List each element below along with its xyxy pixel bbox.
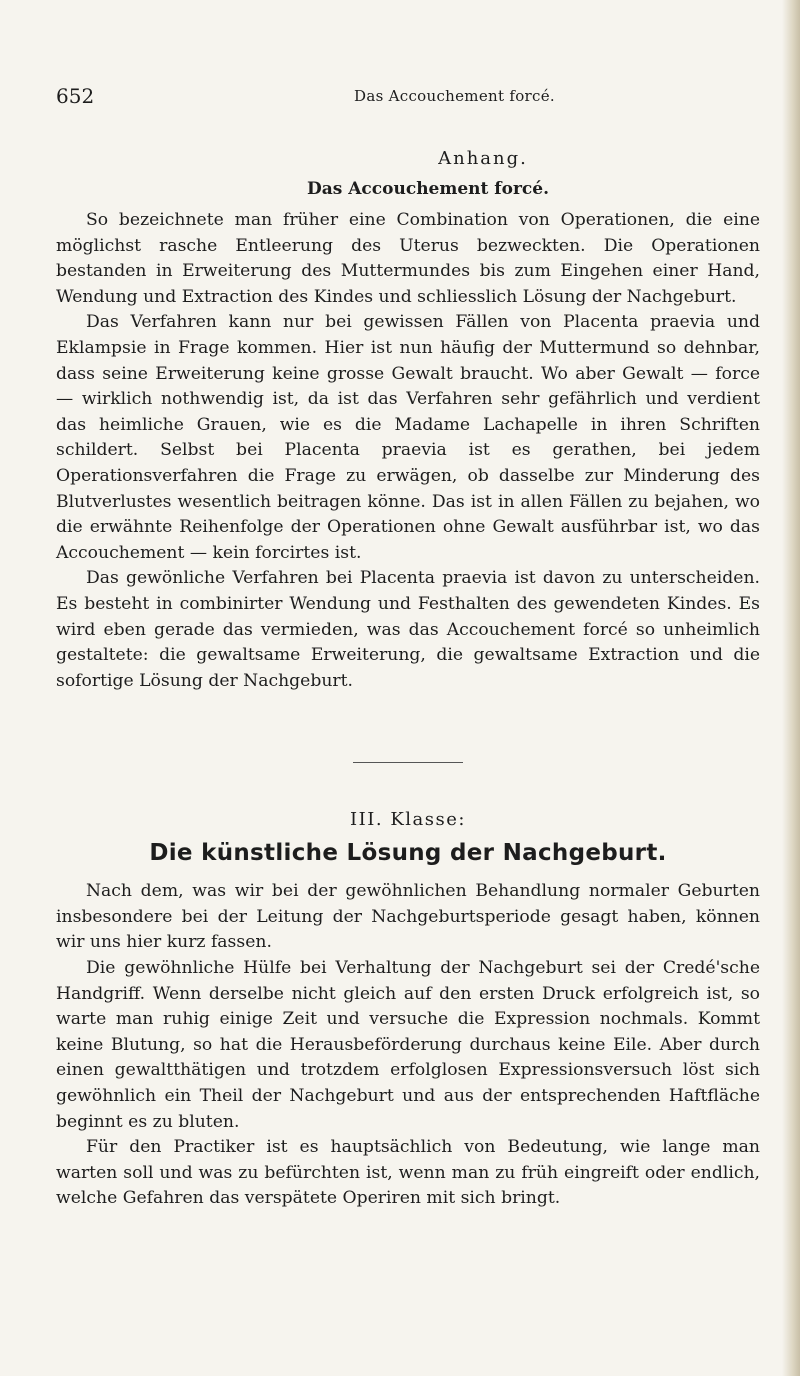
page-number: 652	[56, 84, 95, 108]
appendix-label: Anhang.	[438, 148, 528, 169]
paragraph: Für den Practiker ist es hauptsächlich von Bedeutung, wie lange man warten soll und was zu befürchten ist, wenn man zu früh eingreift oder endlich, welche Gefahren das verspätete Operiren mit sich bringt.	[56, 1137, 760, 1209]
paragraph: Das gewönliche Verfahren bei Placenta praevia ist davon zu unterscheiden. Es besteht in combinirter Wendung und Festhalten des gewendeten Kindes. Es wird eben gerade das vermieden, was das Accouchement forcé so unheimlich gestaltete: die gewaltsame Erweiterung, die gewaltsame Extraction und die sofortige Lösung der Nachgeburt.	[56, 568, 760, 691]
page-content	[56, 146, 760, 1212]
paragraph: So bezeichnete man früher eine Combination von Operationen, die eine möglichst rasche Entleerung des Uterus bezweckten. Die Operationen bestanden in Erweiterung des Muttermundes bis zum Eingehen einer Hand, Wendung und Extraction des Kindes und schliesslich Lösung der Nachgeburt.	[56, 210, 760, 307]
page-edge-shadow	[782, 0, 800, 1376]
section-divider	[353, 762, 463, 763]
running-head: Das Accouchement forcé.	[354, 87, 555, 105]
paragraph: Das Verfahren kann nur bei gewissen Fällen von Placenta praevia und Eklampsie in Frage kommen. Hier ist nun häufig der Muttermund so dehnbar, dass seine Erweiterung keine grosse Gewalt braucht. Wo aber Gewalt — force — wirklich nothwendig ist, da ist das Verfahren sehr gefährlich und verdient das heimliche Grauen, wie es die Madame Lachapelle in ihren Schriften schildert. Selbst bei Placenta praevia ist es gerathen, bei jedem Operationsverfahren die Frage zu erwägen, ob dasselbe zur Minderung des Blutverlustes wesentlich beitragen könne. Das ist in allen Fällen zu bejahen, wo die erwähnte Reihenfolge der Operationen ohne Gewalt ausführbar ist, wo das Accouchement — kein forcirtes ist.	[56, 312, 760, 563]
paragraph: Nach dem, was wir bei der gewöhnlichen Behandlung normaler Geburten insbesondere bei der Leitung der Nachgeburtsperiode gesagt haben, können wir uns hier kurz fassen.	[56, 881, 760, 953]
page-header	[56, 84, 756, 108]
paragraph: Die gewöhnliche Hülfe bei Verhaltung der Nachgeburt sei der Credé'sche Handgriff. Wenn derselbe nicht gleich auf den ersten Druck erfolgreich ist, so warte man ruhig einige Zeit und versuche die Expression nochmals. Kommt keine Blutung, so hat die Herausbeförderung durchaus keine Eile. Aber durch einen gewaltthätigen und trotzdem erfolglosen Expressionsversuch löst sich gewöhnlich ein Theil der Nachgeburt und aus der entsprechenden Haftfläche beginnt es zu bluten.	[56, 958, 760, 1132]
class-label: III. Klasse:	[350, 809, 466, 831]
appendix-title: Das Accouchement forcé.	[307, 179, 549, 199]
chapter-title: Die künstliche Lösung der Nachgeburt.	[149, 840, 667, 867]
